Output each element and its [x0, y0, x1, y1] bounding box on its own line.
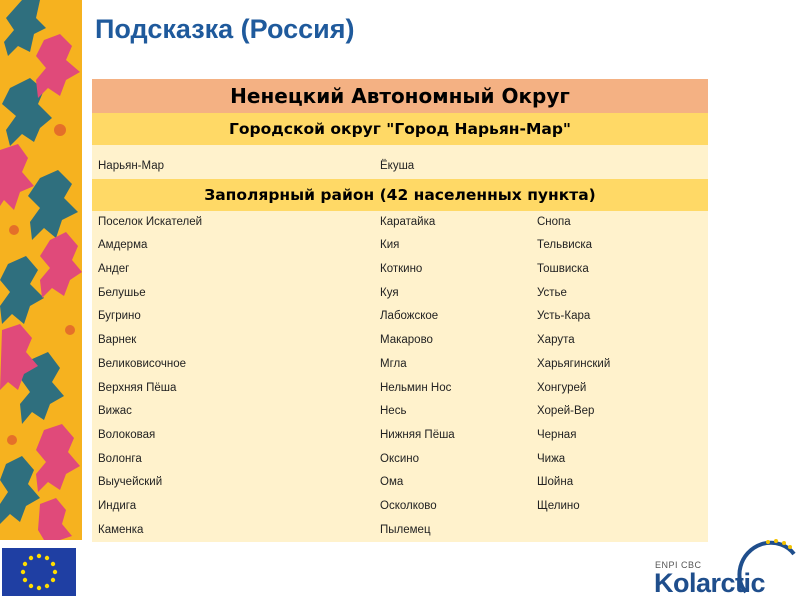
teal-figure-3 [28, 170, 78, 240]
section-title-zapolyarny: Заполярный район (42 населенных пункта) [92, 179, 708, 211]
table-cell: Кия [380, 239, 400, 252]
table-cell: Тошвиска [537, 263, 589, 276]
table-cell: Выучейский [98, 476, 163, 489]
table-cell: Варнек [98, 334, 137, 347]
pink-figure-1 [36, 34, 80, 98]
table-row [92, 400, 708, 424]
table-cell: Куя [380, 286, 399, 299]
pink-figure-2 [0, 144, 34, 210]
table-cell: Шойна [537, 476, 574, 489]
section-rows-zapolyarny [92, 211, 708, 543]
table-row [92, 519, 708, 543]
decorative-left-strip [0, 0, 82, 540]
table-cell: Харьягинский [537, 357, 611, 370]
table-row [92, 353, 708, 377]
table-cell: Устье [537, 286, 567, 299]
table-cell: Хонгурей [537, 381, 587, 394]
logo-wordmark: Kolarctic [654, 568, 766, 598]
table-cell: Каратайка [380, 215, 436, 228]
table-cell: Волоковая [98, 428, 156, 441]
table-row [92, 424, 708, 448]
table-cell: Харута [537, 334, 575, 347]
table-cell: Волонга [98, 452, 142, 465]
table-cell: Вижас [98, 405, 132, 418]
eu-stars-icon [2, 548, 76, 596]
eu-flag-logo [2, 548, 76, 596]
table-row [92, 155, 708, 179]
table-row [92, 377, 708, 401]
table-cell [531, 155, 708, 179]
table-row [92, 329, 708, 353]
table-cell: Несь [380, 405, 407, 418]
table-cell: Осколково [380, 499, 437, 512]
table-cell: Индига [98, 499, 137, 512]
table-header-okrug: Ненецкий Автономный Округ [92, 79, 708, 113]
paint-dot-1 [54, 124, 66, 136]
table-cell: Лабожское [380, 310, 439, 323]
painted-figures-illustration [0, 0, 82, 540]
teal-figure-1 [4, 0, 46, 56]
table-cell: Чижа [537, 452, 566, 465]
section-rows-city-district [92, 145, 708, 179]
table-cell: Усть-Кара [537, 310, 591, 323]
table-cell: Нельмин Нос [380, 381, 452, 394]
table-cell: Великовисочное [98, 357, 187, 370]
paint-dot-2 [9, 225, 19, 235]
table-cell: Хорей-Вер [537, 405, 595, 418]
paint-dot-4 [7, 435, 17, 445]
table-cell: Каменка [98, 523, 144, 536]
logo-program-label: ENPI CBC [655, 560, 702, 570]
table-cell: Ёкуша [380, 160, 415, 172]
table-cell: Черная [537, 428, 577, 441]
settlements-table [92, 79, 708, 542]
table-cell: Амдерма [98, 239, 148, 252]
table-row [92, 211, 708, 235]
table-cell: Нарьян-Мар [98, 160, 164, 172]
table-cell: Пылемец [380, 523, 431, 536]
section-title-city-district: Городской округ "Город Нарьян-Мар" [92, 113, 708, 145]
kolarctic-logo [650, 536, 798, 596]
table-row [92, 471, 708, 495]
pink-figure-5 [36, 424, 80, 492]
table-row [92, 495, 708, 519]
table-cell: Ома [380, 476, 404, 489]
paint-dot-3 [65, 325, 75, 335]
table-row [92, 234, 708, 258]
table-cell: Щелино [537, 499, 580, 512]
table-cell: Бугрино [98, 310, 141, 323]
table-cell: Макарово [380, 334, 433, 347]
table-row [92, 282, 708, 306]
pink-figure-3 [40, 232, 82, 298]
table-cell: Нижняя Пёша [380, 428, 455, 441]
table-cell: Тельвиска [537, 239, 593, 252]
page-title: Подсказка (Россия) [95, 14, 355, 44]
table-cell: Белушье [98, 286, 146, 299]
table-cell: Мгла [380, 357, 407, 370]
table-cell: Коткино [380, 263, 423, 276]
table-cell: Снопа [537, 215, 571, 228]
pink-figure-6 [38, 498, 72, 540]
table-row [92, 305, 708, 329]
table-cell: Верхняя Пёша [98, 381, 177, 394]
table-row [92, 448, 708, 472]
table-row [92, 258, 708, 282]
table-cell: Оксино [380, 452, 420, 465]
table-cell: Андег [98, 263, 130, 276]
teal-figure-4 [0, 256, 44, 324]
teal-figure-6 [0, 456, 40, 524]
table-cell: Поселок Искателей [98, 215, 203, 228]
spacer-row [92, 145, 708, 155]
